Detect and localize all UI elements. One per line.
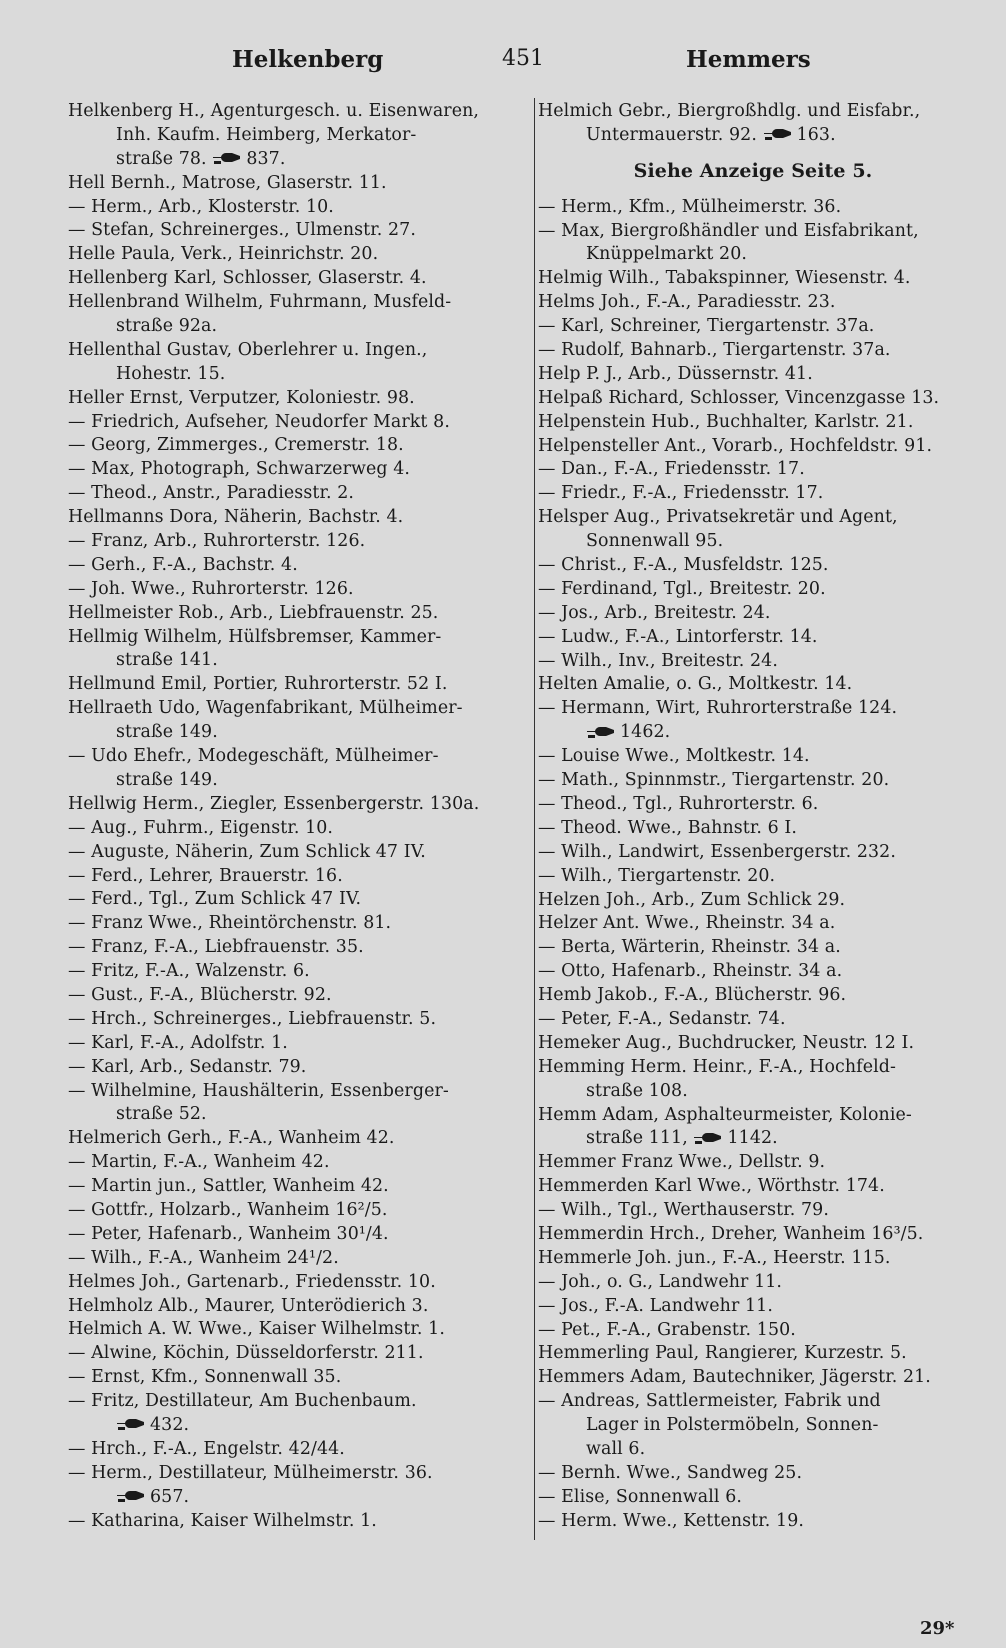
entry-text: — Theod., Tgl., Ruhrorterstr. 6. [538,793,819,814]
entry-text: Hemmerden Karl Wwe., Wörthstr. 174. [538,1176,885,1197]
entry-text: — Elise, Sonnenwall 6. [538,1486,742,1507]
directory-entry [538,458,968,482]
directory-entry [538,602,968,626]
directory-entry [538,291,968,315]
entry-text: — Joh. Wwe., Ruhrorterstr. 126. [68,578,354,599]
column-divider [534,98,535,1540]
entry-text: Hemmer Franz Wwe., Dellstr. 9. [538,1152,826,1173]
directory-entry [68,1438,518,1462]
entry-text: Hemeker Aug., Buchdrucker, Neustr. 12 I. [538,1032,915,1053]
entry-text: Helmich Gebr., Biergroßhdlg. und Eisfabr., [538,101,921,121]
directory-entry [538,1151,968,1175]
entry-text: Helmerich Gerh., F.-A., Wanheim 42. [68,1128,395,1149]
entry-text: straße 52. [116,1104,207,1125]
entry-text: — Louise Wwe., Moltkestr. 14. [538,746,810,767]
directory-entry-continuation [538,721,968,745]
entry-text: — Karl, Arb., Sedanstr. 79. [68,1056,307,1077]
entry-text: Heller Ernst, Verputzer, Koloniestr. 98. [68,387,415,408]
entry-text: Hellraeth Udo, Wagenfabrikant, Mülheimer- [68,698,463,719]
directory-entry [68,793,518,817]
directory-entry-continuation [538,243,968,267]
entry-text: Hellenthal Gustav, Oberlehrer u. Ingen., [68,339,428,360]
directory-entry [68,506,518,530]
entry-text: — Ferd., Tgl., Zum Schlick 47 IV. [68,889,362,910]
entry-text: — Franz Wwe., Rheintörchenstr. 81. [68,913,392,934]
directory-entry [538,1486,968,1510]
directory-entry-continuation [538,1414,968,1438]
directory-entry [68,100,518,124]
directory-entry [68,841,518,865]
directory-entry [538,411,968,435]
spacer [538,184,968,196]
directory-entry [68,1462,518,1486]
entry-text: — Friedrich, Aufseher, Neudorfer Markt 8. [68,411,450,432]
directory-entry [538,841,968,865]
entry-text: — Hermann, Wirt, Ruhrorterstraße 124. [538,698,898,719]
entry-text: — Friedr., F.-A., Friedensstr. 17. [538,483,824,504]
entry-text: Hellmig Wilhelm, Hülfsbremser, Kammer- [68,626,442,647]
directory-entry [538,100,968,124]
entry-text: Hemb Jakob., F.-A., Blücherstr. 96. [538,985,847,1006]
directory-entry [68,602,518,626]
directory-entry [538,196,968,220]
directory-entry-continuation [68,769,518,793]
entry-text: Hemmerle Joh. jun., F.-A., Heerstr. 115. [538,1247,891,1268]
directory-entry [538,793,968,817]
entry-text: — Jos., Arb., Breitestr. 24. [538,602,771,623]
directory-entry [68,1056,518,1080]
right-column [538,100,968,1534]
entry-text: — Hrch., Schreinerges., Liebfrauenstr. 5. [68,1008,437,1029]
directory-entry [538,889,968,913]
directory-entry [68,697,518,721]
entry-text: — Theod., Anstr., Paradiesstr. 2. [68,483,354,504]
entry-text: straße 92a. [116,316,218,337]
entry-text: Helpenstein Hub., Buchhalter, Karlstr. 21. [538,411,914,432]
entry-text: — Karl, F.-A., Adolfstr. 1. [68,1032,288,1053]
directory-entry [538,578,968,602]
entry-text: — Peter, Hafenarb., Wanheim 30¹/4. [68,1223,389,1244]
entry-text: Helmich A. W. Wwe., Kaiser Wilhelmstr. 1. [68,1319,445,1340]
entry-text: Hemmers Adam, Bautechniker, Jägerstr. 21. [538,1367,931,1388]
entry-text: — Wilh., Tgl., Werthauserstr. 79. [538,1200,829,1221]
entry-text: Hemming Herm. Heinr., F.-A., Hochfeld- [538,1056,896,1077]
directory-entry [538,506,968,530]
telephone-hand-icon [586,726,616,740]
directory-entry [538,1462,968,1486]
telephone-number: 837. [246,148,286,169]
directory-entry [538,912,968,936]
entry-text: — Georg, Zimmerges., Cremerstr. 18. [68,435,404,456]
directory-entry [68,1366,518,1390]
directory-entry [538,697,968,721]
directory-entry [538,1271,968,1295]
directory-entry [538,363,968,387]
directory-entry [538,1366,968,1390]
directory-entry [538,1104,968,1128]
directory-entry [538,1008,968,1032]
directory-entry [68,339,518,363]
sheet-signature: 29* [920,1618,955,1639]
directory-entry [538,435,968,459]
entry-text: Hemm Adam, Asphalteurmeister, Kolonie- [538,1104,912,1125]
directory-entry-continuation [68,649,518,673]
directory-entry [68,243,518,267]
entry-text: — Wilh., Inv., Breitestr. 24. [538,650,778,671]
entry-text: Sonnenwall 95. [586,531,724,552]
directory-entry-continuation [68,1414,518,1438]
directory-entry [68,1510,518,1534]
directory-entry [68,673,518,697]
directory-entry [538,387,968,411]
entry-text: Helms Joh., F.-A., Paradiesstr. 23. [538,292,836,313]
directory-entry-continuation [538,530,968,554]
entry-text: — Wilh., Landwirt, Essenbergerstr. 232. [538,841,896,862]
directory-entry [68,1080,518,1104]
directory-entry [68,434,518,458]
directory-entry [68,1032,518,1056]
entry-text: straße 149. [116,769,218,790]
directory-entry-continuation [68,148,518,172]
entry-text: Hellenberg Karl, Schlosser, Glaserstr. 4. [68,268,427,289]
directory-entry [68,554,518,578]
entry-text: Knüppelmarkt 20. [586,244,747,265]
entry-text: Helmes Joh., Gartenarb., Friedensstr. 10. [68,1271,436,1292]
entry-text: Hemmerling Paul, Rangierer, Kurzestr. 5. [538,1343,907,1364]
directory-entry-continuation [68,1103,518,1127]
directory-entry [68,458,518,482]
directory-entry [538,482,968,506]
entry-text: Hellmeister Rob., Arb., Liebfrauenstr. 25. [68,602,439,623]
spacer [538,148,968,160]
entry-text: — Fritz, Destillateur, Am Buchenbaum. [68,1391,417,1412]
entry-text: — Max, Photograph, Schwarzerweg 4. [68,459,411,480]
entry-text: — Dan., F.-A., Friedensstr. 17. [538,459,805,480]
directory-entry [68,745,518,769]
entry-text: Hemmerdin Hrch., Dreher, Wanheim 16³/5. [538,1223,924,1244]
entry-text: — Aug., Fuhrm., Eigenstr. 10. [68,817,334,838]
entry-text: Hellmund Emil, Portier, Ruhrorterstr. 52 I. [68,674,448,695]
page-number: 451 [502,46,544,71]
directory-entry [538,865,968,889]
entry-text: — Christ., F.-A., Musfeldstr. 125. [538,555,829,576]
telephone-number: 1142. [727,1128,778,1149]
directory-entry [68,1390,518,1414]
telephone-number: 432. [150,1414,190,1435]
directory-entry [68,411,518,435]
entry-text: Helmholz Alb., Maurer, Unterödierich 3. [68,1295,429,1316]
entry-text: Hellmanns Dora, Näherin, Bachstr. 4. [68,507,404,528]
directory-entry [68,626,518,650]
directory-entry [68,1175,518,1199]
entry-text: Inh. Kaufm. Heimberg, Merkator- [116,124,417,145]
directory-entry [538,1319,968,1343]
entry-text: — Gust., F.-A., Blücherstr. 92. [68,984,332,1005]
entry-text: Hellenbrand Wilhelm, Fuhrmann, Musfeld- [68,292,452,313]
directory-entry [68,817,518,841]
directory-entry [68,1127,518,1151]
entry-text: — Wilh., Tiergartenstr. 20. [538,865,776,886]
entry-text: — Theod. Wwe., Bahnstr. 6 I. [538,817,798,838]
directory-entry-continuation [68,1486,518,1510]
telephone-number: 163. [796,124,836,145]
entry-text: straße 108. [586,1080,688,1101]
directory-entry [538,339,968,363]
directory-entry [68,1271,518,1295]
directory-entry-continuation [538,1080,968,1104]
directory-entry [68,1223,518,1247]
entry-text: Untermauerstr. 92. [586,124,763,145]
entry-text: Helle Paula, Verk., Heinrichstr. 20. [68,244,379,265]
header-right-keyword: Hemmers [686,46,811,73]
entry-text: — Ferdinand, Tgl., Breitestr. 20. [538,578,826,599]
entry-text: — Joh., o. G., Landwehr 11. [538,1271,783,1292]
directory-entry [538,554,968,578]
entry-text: — Andreas, Sattlermeister, Fabrik und [538,1391,881,1412]
entry-text: — Katharina, Kaiser Wilhelmstr. 1. [68,1510,377,1531]
telephone-hand-icon [693,1132,723,1146]
directory-entry [538,984,968,1008]
entry-text: — Herm., Arb., Klosterstr. 10. [68,196,334,217]
left-column [68,100,518,1533]
directory-entry [538,769,968,793]
directory-entry [538,1295,968,1319]
directory-entry-continuation [538,124,968,148]
entry-text: — Jos., F.-A. Landwehr 11. [538,1295,773,1316]
entry-text: — Martin jun., Sattler, Wanheim 42. [68,1176,389,1197]
directory-entry [68,219,518,243]
directory-entry [68,1151,518,1175]
directory-entry [68,578,518,602]
entry-text: — Ernst, Kfm., Sonnenwall 35. [68,1367,342,1388]
directory-entry-continuation [68,124,518,148]
entry-text: straße 111, [586,1128,694,1149]
entry-text: — Peter, F.-A., Sedanstr. 74. [538,1008,786,1029]
entry-text: Lager in Polstermöbeln, Sonnen- [586,1415,879,1436]
entry-text: — Max, Biergroßhändler und Eisfabrikant, [538,220,919,241]
entry-text: — Math., Spinnmstr., Tiergartenstr. 20. [538,770,890,791]
entry-text: — Stefan, Schreinerges., Ulmenstr. 27. [68,220,416,241]
entry-text: Hellwig Herm., Ziegler, Essenbergerstr. 130a. [68,793,480,814]
directory-entry [538,936,968,960]
telephone-hand-icon [116,1490,146,1504]
directory-entry [538,1223,968,1247]
directory-entry-continuation [68,363,518,387]
directory-entry [538,817,968,841]
directory-entry [68,530,518,554]
directory-entry [68,912,518,936]
directory-entry [68,267,518,291]
entry-text: — Alwine, Köchin, Düsseldorferstr. 211. [68,1343,424,1364]
directory-entry [68,1199,518,1223]
directory-entry [68,960,518,984]
directory-entry-continuation [68,721,518,745]
directory-entry [538,745,968,769]
directory-entry [68,1247,518,1271]
directory-entry [68,1295,518,1319]
directory-entry [68,888,518,912]
entry-text: Hohestr. 15. [116,363,226,384]
entry-text: — Hrch., F.-A., Engelstr. 42/44. [68,1438,345,1459]
advertisement-reference [538,160,968,184]
directory-entry [538,650,968,674]
directory-entry [68,1342,518,1366]
telephone-hand-icon [116,1418,146,1432]
directory-entry [538,1175,968,1199]
entry-text: Helzen Joh., Arb., Zum Schlick 29. [538,889,846,910]
directory-entry [538,1199,968,1223]
entry-text: straße 141. [116,650,218,671]
telephone-number: 657. [150,1486,190,1507]
entry-text: Helpensteller Ant., Vorarb., Hochfeldstr. 91. [538,435,933,456]
entry-text: Helkenberg H., Agenturgesch. u. Eisenwaren, [68,101,480,121]
entry-text: — Herm., Destillateur, Mülheimerstr. 36. [68,1462,433,1483]
entry-text: — Fritz, F.-A., Walzenstr. 6. [68,961,310,982]
directory-entry [68,196,518,220]
telephone-hand-icon [212,152,242,166]
directory-entry [538,1247,968,1271]
entry-text: — Herm., Kfm., Mülheimerstr. 36. [538,196,842,217]
entry-text: — Ludw., F.-A., Lintorferstr. 14. [538,626,818,647]
entry-text: — Gerh., F.-A., Bachstr. 4. [68,554,298,575]
entry-text: wall 6. [586,1438,646,1459]
directory-entry [538,220,968,244]
directory-entry [68,1008,518,1032]
entry-text: Helsper Aug., Privatsekretär und Agent, [538,507,898,528]
directory-entry [538,267,968,291]
entry-text: straße 149. [116,722,218,743]
directory-entry-continuation [538,1438,968,1462]
entry-text: — Berta, Wärterin, Rheinstr. 34 a. [538,937,841,958]
directory-entry [538,1056,968,1080]
directory-entry [68,291,518,315]
entry-text: — Rudolf, Bahnarb., Tiergartenstr. 37a. [538,340,891,361]
entry-text: — Udo Ehefr., Modegeschäft, Mülheimer- [68,746,439,767]
entry-text: Helmig Wilh., Tabakspinner, Wiesenstr. 4. [538,268,911,289]
entry-text: Siehe Anzeige Seite 5. [633,159,873,182]
entry-text: — Otto, Hafenarb., Rheinstr. 34 a. [538,961,843,982]
directory-entry [68,387,518,411]
entry-text: — Martin, F.-A., Wanheim 42. [68,1152,330,1173]
header-left-keyword: Helkenberg [232,46,384,73]
directory-entry [68,1318,518,1342]
entry-text: Help P. J., Arb., Düssernstr. 41. [538,363,813,384]
directory-entry [68,984,518,1008]
entry-text: — Gottfr., Holzarb., Wanheim 16²/5. [68,1199,388,1220]
telephone-hand-icon [763,128,793,142]
entry-text: — Franz, Arb., Ruhrorterstr. 126. [68,531,366,552]
directory-entry [68,865,518,889]
entry-text: straße 78. [116,148,213,169]
directory-entry [538,673,968,697]
entry-text: — Pet., F.-A., Grabenstr. 150. [538,1319,796,1340]
directory-entry [538,626,968,650]
entry-text: — Auguste, Näherin, Zum Schlick 47 IV. [68,841,426,862]
telephone-number: 1462. [620,722,671,743]
entry-text: — Wilhelmine, Haushälterin, Essenberger- [68,1080,449,1101]
entry-text: — Bernh. Wwe., Sandweg 25. [538,1462,803,1483]
directory-entry [538,1342,968,1366]
directory-entry [68,172,518,196]
directory-entry [538,1032,968,1056]
directory-entry-continuation [538,1127,968,1151]
directory-entry [538,1510,968,1534]
directory-entry [68,482,518,506]
directory-entry [538,1390,968,1414]
entry-text: Hell Bernh., Matrose, Glaserstr. 11. [68,172,387,193]
entry-text: Helten Amalie, o. G., Moltkestr. 14. [538,674,853,695]
directory-entry [538,960,968,984]
directory-entry [68,936,518,960]
entry-text: — Ferd., Lehrer, Brauerstr. 16. [68,865,343,886]
entry-text: Helpaß Richard, Schlosser, Vincenzgasse 13. [538,387,940,408]
page-header [0,46,1006,80]
entry-text: Helzer Ant. Wwe., Rheinstr. 34 a. [538,913,836,934]
directory-entry-continuation [68,315,518,339]
directory-entry [538,315,968,339]
entry-text: — Wilh., F.-A., Wanheim 24¹/2. [68,1247,339,1268]
entry-text: — Herm. Wwe., Kettenstr. 19. [538,1510,804,1531]
entry-text: — Franz, F.-A., Liebfrauenstr. 35. [68,937,364,958]
entry-text: — Karl, Schreiner, Tiergartenstr. 37a. [538,316,875,337]
